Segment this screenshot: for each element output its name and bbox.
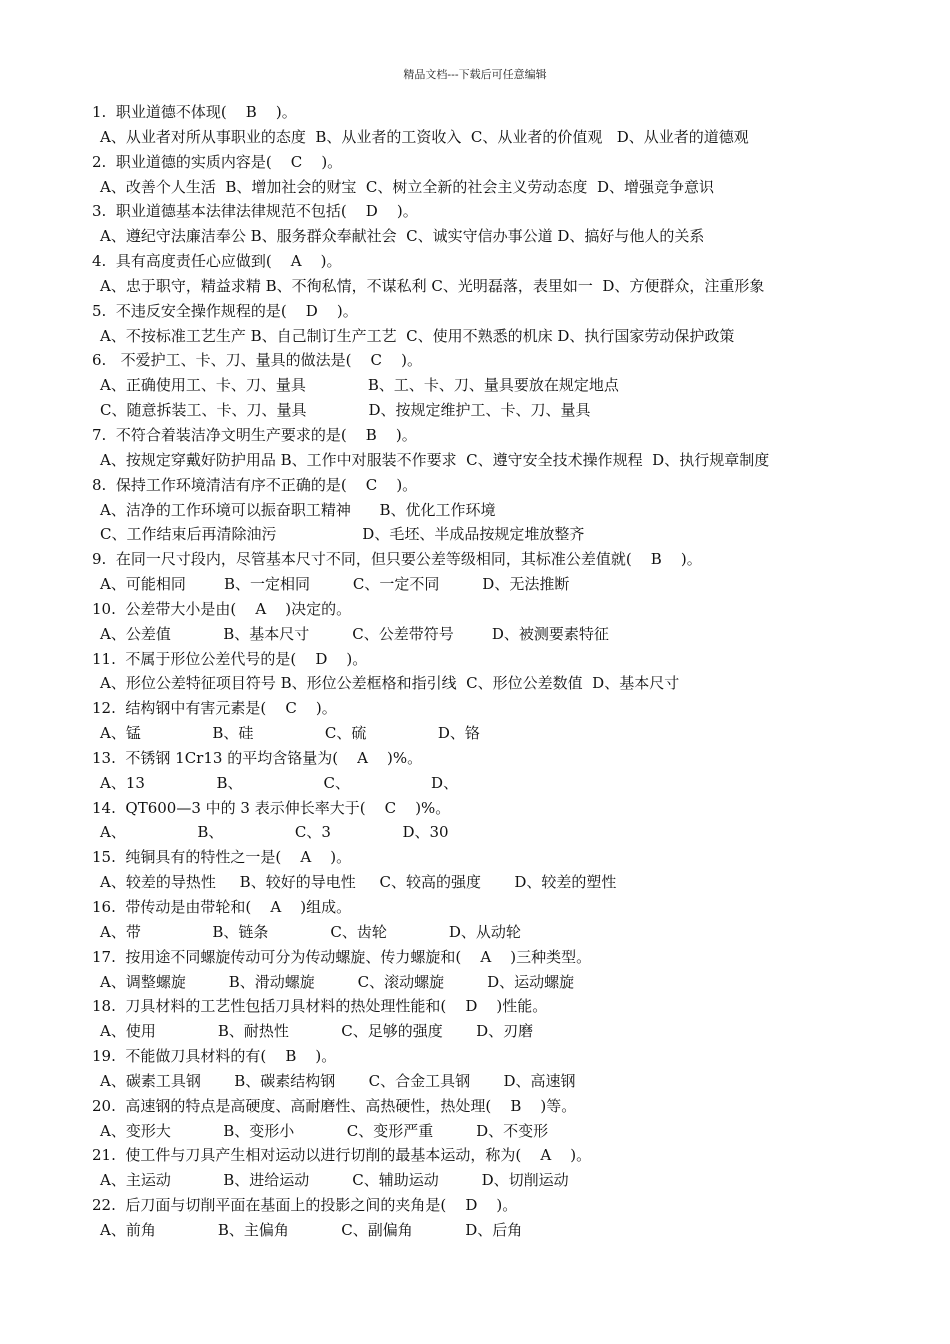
answer-options: A、正确使用工、卡、刀、量具 B、工、卡、刀、量具要放在规定地点 <box>100 376 619 395</box>
question-text: 22. 后刀面与切削平面在基面上的投影之间的夹角是( D )。 <box>92 1196 518 1215</box>
answer-options: A、变形大 B、变形小 C、变形严重 D、不变形 <box>100 1121 549 1140</box>
question-text: 20. 高速钢的特点是高硬度、高耐磨性、高热硬性，热处理( B )等。 <box>92 1096 577 1115</box>
answer-options: A、忠于职守，精益求精 B、不徇私情，不谋私利 C、光明磊落，表里如一 D、方便群众，注重形象 <box>100 276 765 295</box>
answer-options: A、前角 B、主偏角 C、副偏角 D、后角 <box>100 1220 523 1239</box>
answer-options: A、 B、 C、3 D、30 <box>100 823 449 842</box>
question-text: 15. 纯铜具有的特性之一是( A )。 <box>92 848 352 867</box>
question-text: 5. 不违反安全操作规程的是( D )。 <box>92 301 358 320</box>
answer-options: A、从业者对所从事职业的态度 B、从业者的工资收入 C、从业者的价值观 D、从业者的道德观 <box>100 127 749 146</box>
question-text: 17. 按用途不同螺旋传动可分为传动螺旋、传力螺旋和( A )三种类型。 <box>92 947 592 966</box>
question-text: 19. 不能做刀具材料的有( B )。 <box>92 1047 337 1066</box>
question-text: 6. 不爱护工、卡、刀、量具的做法是( C )。 <box>92 351 422 370</box>
answer-options: C、工作结束后再清除油污 D、毛坯、半成品按规定堆放整齐 <box>100 525 585 544</box>
answer-options: A、可能相同 B、一定相同 C、一定不同 D、无法推断 <box>100 575 570 594</box>
answer-options: A、遵纪守法廉洁奉公 B、服务群众奉献社会 C、诚实守信办事公道 D、搞好与他人的关系 <box>100 227 705 246</box>
answer-options: A、公差值 B、基本尺寸 C、公差带符号 D、被测要素特征 <box>100 624 609 643</box>
answer-options: A、较差的导热性 B、较好的导电性 C、较高的强度 D、较差的塑性 <box>100 873 617 892</box>
answer-options: A、碳素工具钢 B、碳素结构钢 C、合金工具钢 D、高速钢 <box>100 1071 576 1090</box>
question-text: 4. 具有高度责任心应做到( A )。 <box>92 252 342 271</box>
answer-options: A、主运动 B、进给运动 C、辅助运动 D、切削运动 <box>100 1171 569 1190</box>
answer-options: A、不按标准工艺生产 B、自己制订生产工艺 C、使用不熟悉的机床 D、执行国家劳动保护政策 <box>100 326 735 345</box>
question-text: 18. 刀具材料的工艺性包括刀具材料的热处理性能和( D )性能。 <box>92 997 548 1016</box>
answer-options: A、形位公差特征项目符号 B、形位公差框格和指引线 C、形位公差数值 D、基本尺寸 <box>100 674 680 693</box>
question-text: 10. 公差带大小是由( A )决定的。 <box>92 599 352 618</box>
question-text: 1. 职业道德不体现( B )。 <box>92 103 297 121</box>
question-text: 8. 保持工作环境清洁有序不正确的是( C )。 <box>92 475 418 494</box>
answer-options: A、洁净的工作环境可以振奋职工精神 B、优化工作环境 <box>100 500 496 519</box>
question-text: 13. 不锈钢 1Cr13 的平均含铬量为( A )%。 <box>92 748 423 767</box>
answer-options: A、改善个人生活 B、增加社会的财宝 C、树立全新的社会主义劳动态度 D、增强竞争意识 <box>100 177 714 196</box>
question-list <box>92 100 872 1243</box>
question-text: 11. 不属于形位公差代号的是( D )。 <box>92 649 368 668</box>
question-text: 9. 在同一尺寸段内，尽管基本尺寸不同，但只要公差等级相同，其标准公差值就( B )。 <box>92 550 702 569</box>
answer-options: A、使用 B、耐热性 C、足够的强度 D、刃磨 <box>100 1022 534 1041</box>
answer-options: A、按规定穿戴好防护用品 B、工作中对服装不作要求 C、遵守安全技术操作规程 D、执行规章制度 <box>100 450 770 469</box>
answer-options: C、随意拆装工、卡、刀、量具 D、按规定维护工、卡、刀、量具 <box>100 401 591 420</box>
answer-options: A、带 B、链条 C、齿轮 D、从动轮 <box>100 922 521 941</box>
answer-options: A、调整螺旋 B、滑动螺旋 C、滚动螺旋 D、运动螺旋 <box>100 972 575 991</box>
question-text: 2. 职业道德的实质内容是( C )。 <box>92 152 343 171</box>
question-text: 3. 职业道德基本法律法律规范不包括( D )。 <box>92 202 418 221</box>
question-text: 7. 不符合着装洁净文明生产要求的是( B )。 <box>92 425 417 444</box>
question-text: 16. 带传动是由带轮和( A )组成。 <box>92 898 352 916</box>
answer-options: A、锰 B、硅 C、硫 D、铬 <box>100 724 480 743</box>
question-text: 14. QT600—3 中的 3 表示伸长率大于( C )%。 <box>92 798 451 817</box>
question-text: 21. 使工件与刀具产生相对运动以进行切削的最基本运动，称为( A )。 <box>92 1146 592 1165</box>
question-text: 12. 结构钢中有害元素是( C )。 <box>92 699 337 718</box>
answer-options: A、13 B、 C、 D、 <box>100 773 459 792</box>
page-header: 精品文档---下载后可任意编辑 <box>403 68 547 81</box>
